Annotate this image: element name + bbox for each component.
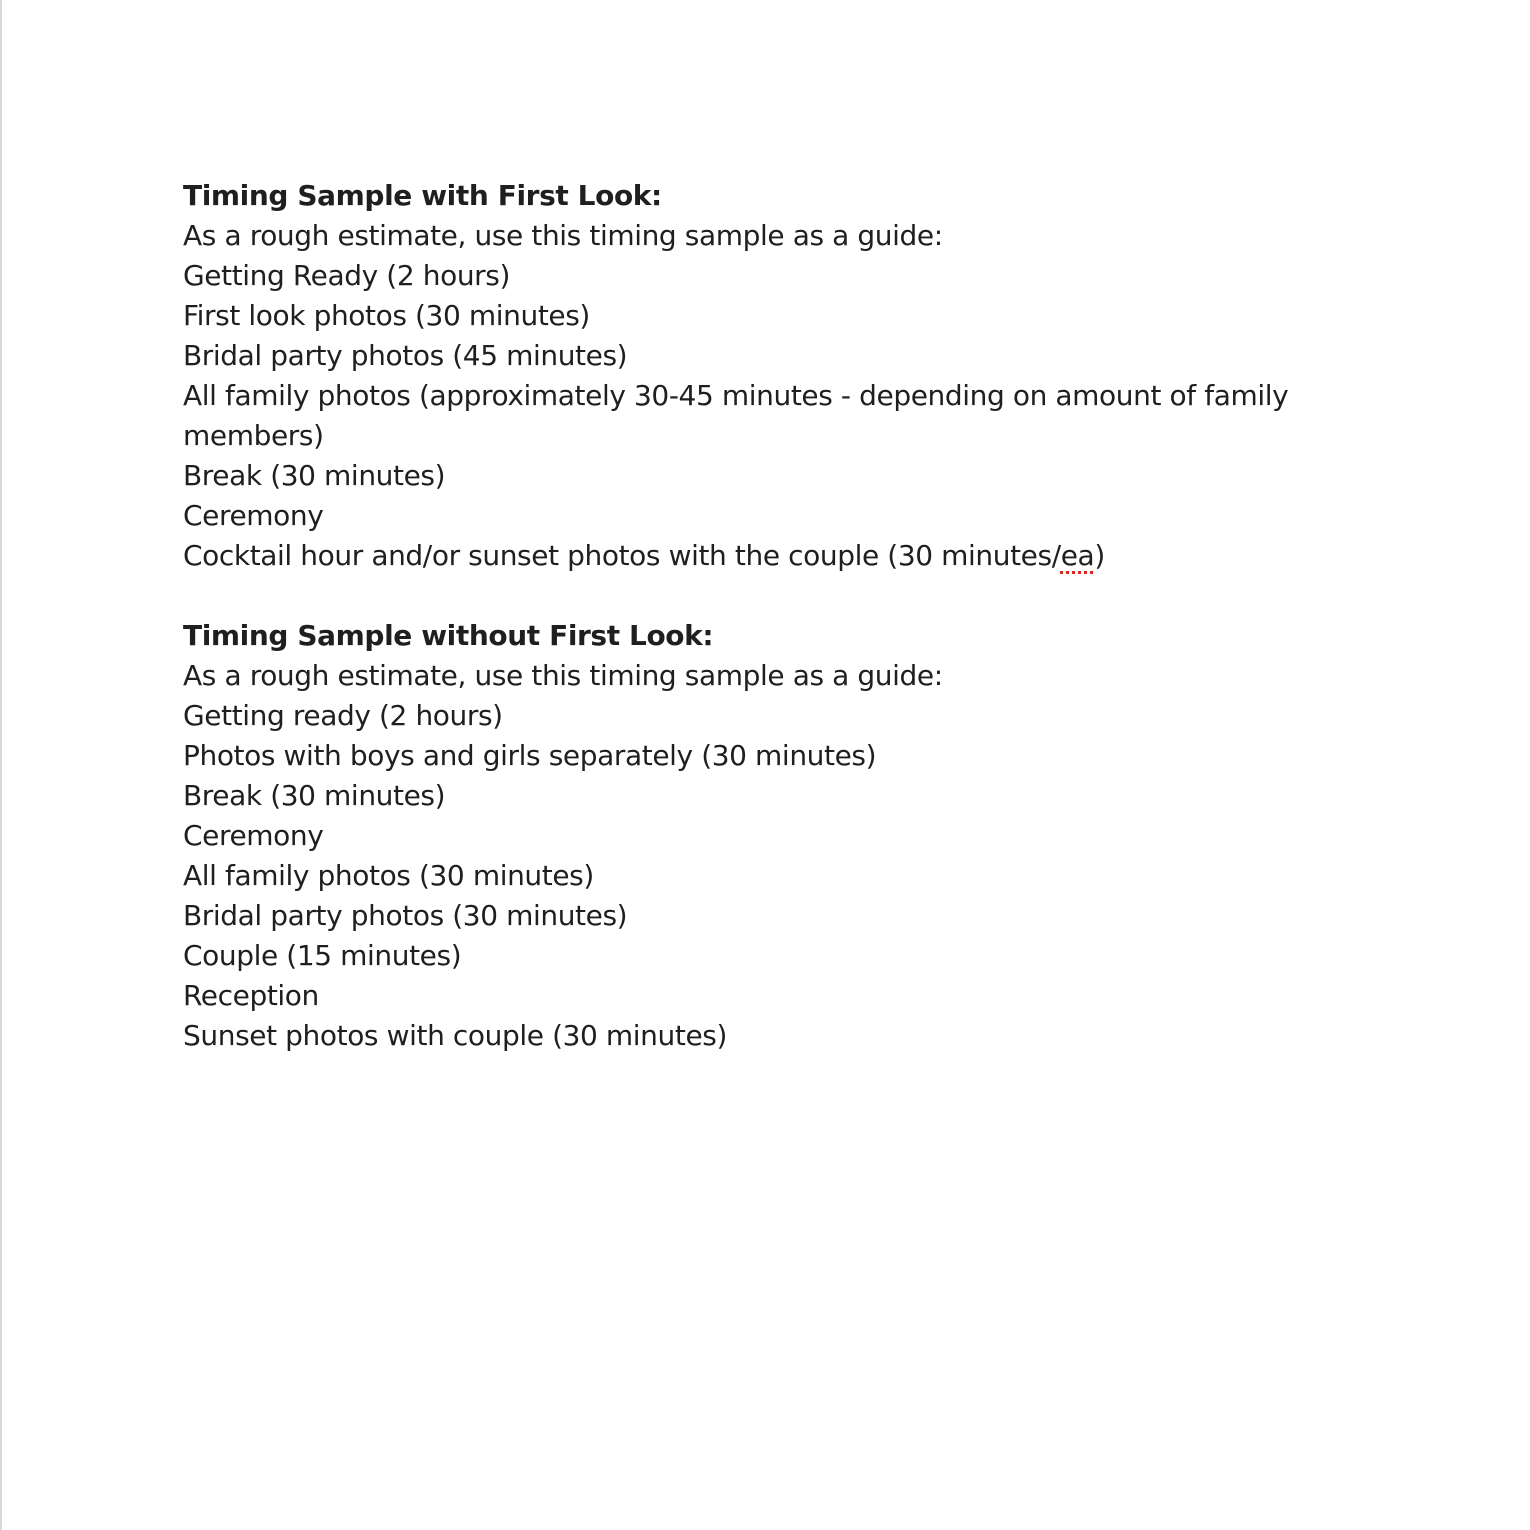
list-item: Getting ready (2 hours) xyxy=(183,699,503,732)
list-item: Getting Ready (2 hours) xyxy=(183,259,510,292)
list-item: Bridal party photos (45 minutes) xyxy=(183,339,628,372)
list-item xyxy=(183,536,1303,576)
list-item: Photos with boys and girls separately (30 minutes) xyxy=(183,739,877,772)
section-title: Timing Sample with First Look: xyxy=(183,179,662,212)
list-item: Ceremony xyxy=(183,819,324,852)
section-intro: As a rough estimate, use this timing sample as a guide: xyxy=(183,219,943,252)
spellcheck-flagged-word[interactable]: ea xyxy=(1060,539,1095,572)
list-item: Sunset photos with couple (30 minutes) xyxy=(183,1019,727,1052)
list-item-text: Cocktail hour and/or sunset photos with the couple (30 minutes/ xyxy=(183,539,1061,572)
list-item: Reception xyxy=(183,979,319,1012)
section-title: Timing Sample without First Look: xyxy=(183,619,714,652)
section-without-first-look xyxy=(183,616,1303,1056)
list-item: Couple (15 minutes) xyxy=(183,939,462,972)
paragraph-spacer xyxy=(183,576,1303,616)
list-item: Break (30 minutes) xyxy=(183,459,446,492)
list-item: Break (30 minutes) xyxy=(183,779,446,812)
list-item-text: ) xyxy=(1094,539,1105,572)
list-item: All family photos (30 minutes) xyxy=(183,859,594,892)
list-item: All family photos (approximately 30-45 minutes - depending on amount of family members) xyxy=(183,379,1289,452)
list-item: Bridal party photos (30 minutes) xyxy=(183,899,628,932)
section-intro: As a rough estimate, use this timing sample as a guide: xyxy=(183,659,943,692)
document-body[interactable] xyxy=(183,176,1303,1056)
list-item: Ceremony xyxy=(183,499,324,532)
list-item: First look photos (30 minutes) xyxy=(183,299,590,332)
section-with-first-look xyxy=(183,176,1303,576)
